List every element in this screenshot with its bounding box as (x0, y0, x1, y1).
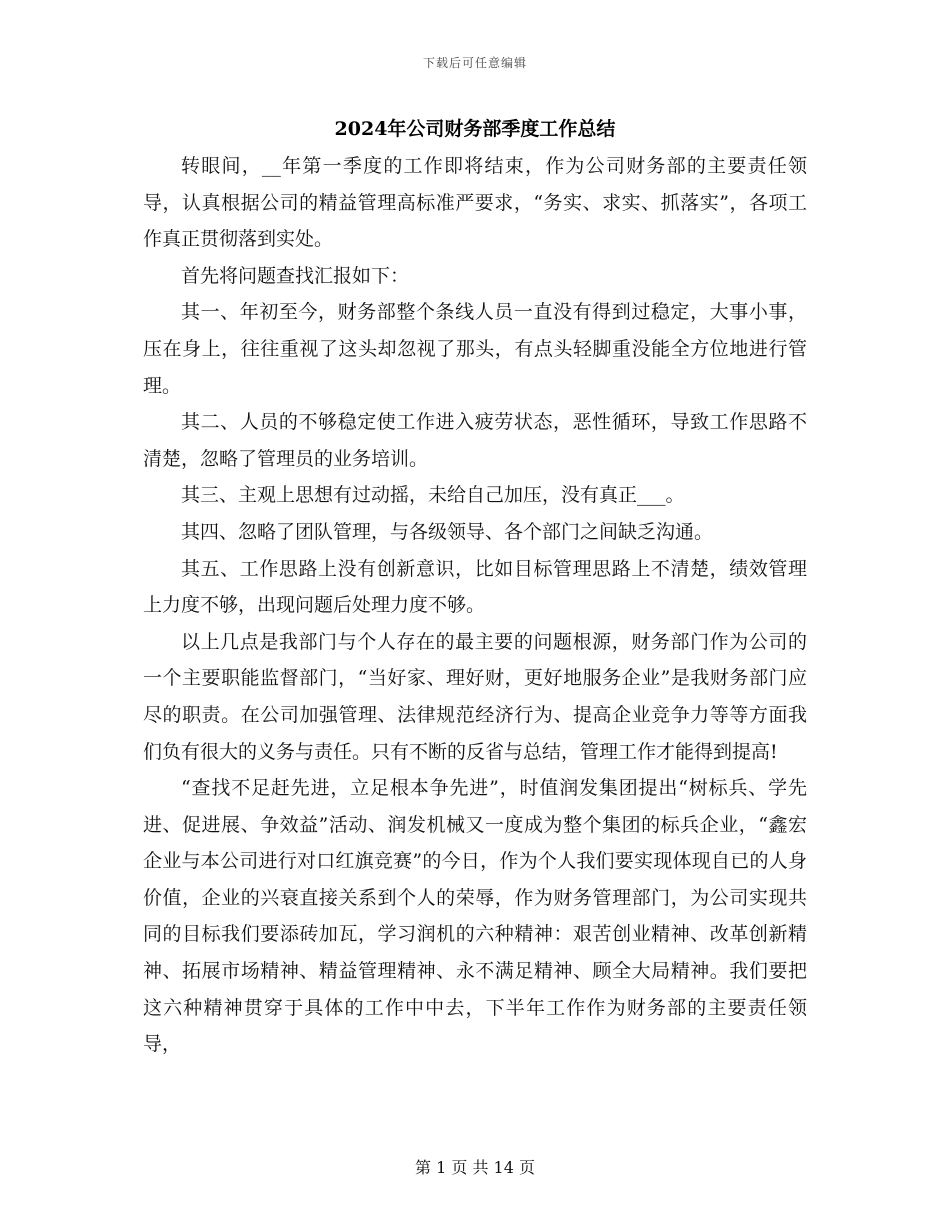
paragraph: 首先将问题查找汇报如下： (181, 264, 410, 287)
paragraph: 以上几点是我部门与个人存在的最主要的问题根源，财务部门作为公司的一个主要职能监督部门，“当好家、理好财，更好地服务企业”是我财务部门应尽的职责。在公司加强管理、法律规范经济行为、提高企业竞争力等等方面我们负有很大的义务与责任。只有不断的反省与总结，管理工作才能得到提高! (143, 630, 807, 763)
paragraph: 其三、主观上思想有过动摇，未给自己加压，没有真正___。 (181, 484, 685, 507)
paragraph: 其四、忽略了团队管理，与各级领导、各个部门之间缺乏沟通。 (181, 520, 714, 543)
paragraph: 其一、年初至今，财务部整个条线人员一直没有得到过稳定，大事小事，压在身上，往往重视了这头却忽视了那头，有点头轻脚重没能全方位地进行管理。 (143, 301, 807, 397)
document-title: 2024年公司财务部季度工作总结 (334, 118, 616, 140)
paragraph: 转眼间，__年第一季度的工作即将结束，作为公司财务部的主要责任领导，认真根据公司的精益管理高标准严要求，“务实、求实、抓落实”，各项工作真正贯彻落到实处。 (143, 155, 807, 251)
paragraph: 其二、人员的不够稳定使工作进入疲劳状态，恶性循环，导致工作思路不清楚，忽略了管理员的业务培训。 (143, 411, 807, 470)
document-body (143, 148, 807, 1063)
paragraph: 其五、工作思路上没有创新意识，比如目标管理思路上不清楚，绩效管理上力度不够，出现问题后处理力度不够。 (143, 557, 807, 617)
paragraph: “查找不足赶先进，立足根本争先进”，时值润发集团提出“树标兵、学先进、促进展、争效益”活动、润发机械又一度成为整个集团的标兵企业，“鑫宏企业与本公司进行对口红旗竞赛”的今日，作为个人我们要实现体现自已的人身价值，企业的兴衰直接关系到个人的荣辱，作为财务管理部门，为公司实现共同的目标我们要添砖加瓦，学习润机的六种精神：艰苦创业精神、改革创新精神、拓展市场精神、精益管理精神、永不满足精神、顾全大局精神。我们要把这六种精神贯穿于具体的工作中中去，下半年工作作为财务部的主要责任领导， (143, 777, 807, 1056)
header-note: 下载后可任意编辑 (422, 56, 527, 70)
page-footer: 第 1 页 共 14 页 (415, 1158, 535, 1177)
